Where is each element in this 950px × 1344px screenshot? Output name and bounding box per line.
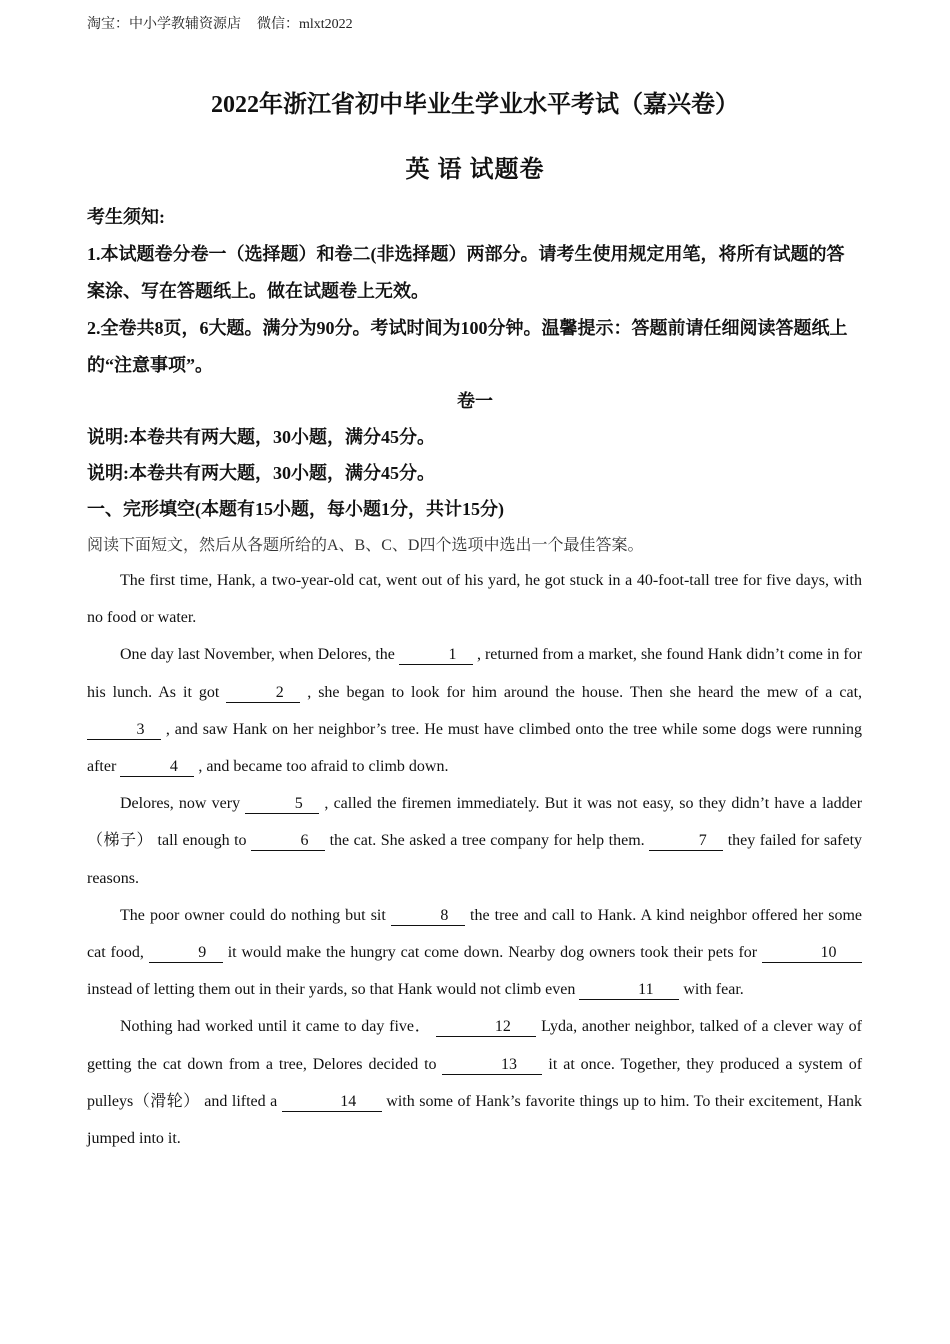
passage-text: it at once. Together, they produced a system of pulleys（滑轮） and lifted a	[87, 1055, 863, 1110]
wechat-id: 微信：mlxt2022	[257, 17, 353, 32]
passage-paragraph-4	[87, 897, 862, 1009]
blank-4: 4	[120, 758, 194, 777]
passage-text: , and saw Hank on her neighbor’s tree. He must have climbed onto the tree while some dogs were running after	[87, 720, 863, 776]
passage-text: One day last November, when Delores, the	[120, 646, 395, 664]
header-note	[87, 13, 353, 33]
blank-12: 12	[436, 1018, 536, 1037]
passage-text: with fear.	[683, 981, 744, 999]
passage-paragraph-5	[87, 1008, 862, 1157]
blank-13: 13	[442, 1056, 542, 1075]
blank-7: 7	[649, 832, 723, 851]
passage-paragraph-3	[87, 785, 862, 897]
passage-text: , called the firemen immediately. But it was not easy, so they didn’t have a ladder（梯子） tall enough to	[87, 795, 863, 850]
passage-text: , and became too afraid to climb down.	[198, 758, 449, 776]
passage-text: with some of Hank’s favorite things up to him. To their excitement, Hank jumped into it.	[87, 1092, 863, 1148]
passage-text: the cat. She asked a tree company for help them.	[329, 832, 645, 850]
passage-text: they failed for safety reasons.	[87, 832, 863, 887]
notice-item-2: 2.全卷共8页，6大题。满分为90分。考试时间为100分钟。温馨提示：答题前请任细阅读答题纸上的“注意事项”。	[87, 318, 848, 375]
exam-title: 2022年浙江省初中毕业生学业水平考试（嘉兴卷）	[211, 92, 739, 118]
cloze-passage	[87, 562, 862, 1157]
passage-text: Lyda, another neighbor, talked of a clever way of getting the cat down from a tree, Delores decided to	[87, 1018, 862, 1073]
blank-11: 11	[579, 981, 679, 1000]
passage-text: Delores, now very	[120, 795, 241, 813]
passage-text: the tree and call to Hank. A kind neighbor offered her some cat food,	[87, 906, 863, 962]
blank-8: 8	[391, 907, 465, 926]
blank-10: 10	[762, 944, 862, 963]
section-instruction: 阅读下面短文，然后从各题所给的A、B、C、D四个选项中选出一个最佳答案。	[87, 537, 644, 554]
passage-text: The poor owner could do nothing but sit	[120, 906, 386, 924]
notice-item-1: 1.本试题卷分卷一（选择题）和卷二(非选择题）两部分。请考生使用规定用笔，将所有试题的答案涂、写在答题纸上。做在试题卷上无效。	[87, 244, 845, 301]
volume-label: 卷一	[457, 391, 493, 411]
blank-1: 1	[399, 646, 473, 665]
section-heading: 一、完形填空(本题有15小题，每小题1分，共计15分)	[87, 499, 504, 519]
exam-subtitle: 英 语 试题卷	[405, 157, 545, 183]
volume-description-1: 说明:本卷共有两大题，30小题，满分45分。	[87, 427, 435, 447]
passage-paragraph-1: The first time, Hank, a two-year-old cat, went out of his yard, he got stuck in a 40-foot-tall tree for five days, with no food or water.	[87, 572, 862, 627]
blank-5: 5	[245, 795, 319, 814]
passage-text: instead of letting them out in their yards, so that Hank would not climb even	[87, 981, 576, 999]
passage-text: , she began to look for him around the house. Then she heard the mew of a cat,	[307, 683, 863, 701]
notice-heading: 考生须知:	[87, 207, 165, 227]
blank-14: 14	[282, 1093, 382, 1112]
passage-text: it would make the hungry cat come down. Nearby dog owners took their pets for	[227, 944, 758, 962]
passage-text: , returned from a market, she found Hank didn’t come in for his lunch. As it got	[87, 646, 863, 701]
volume-description-2: 说明:本卷共有两大题，30小题，满分45分。	[87, 463, 435, 483]
taobao-shop: 淘宝：中小学教辅资源店	[87, 17, 241, 32]
blank-6: 6	[251, 832, 325, 851]
passage-text: Nothing had worked until it came to day five．	[120, 1018, 432, 1036]
blank-9: 9	[149, 944, 223, 963]
passage-paragraph-2	[87, 636, 862, 785]
blank-2: 2	[226, 684, 300, 703]
blank-3: 3	[87, 721, 161, 740]
